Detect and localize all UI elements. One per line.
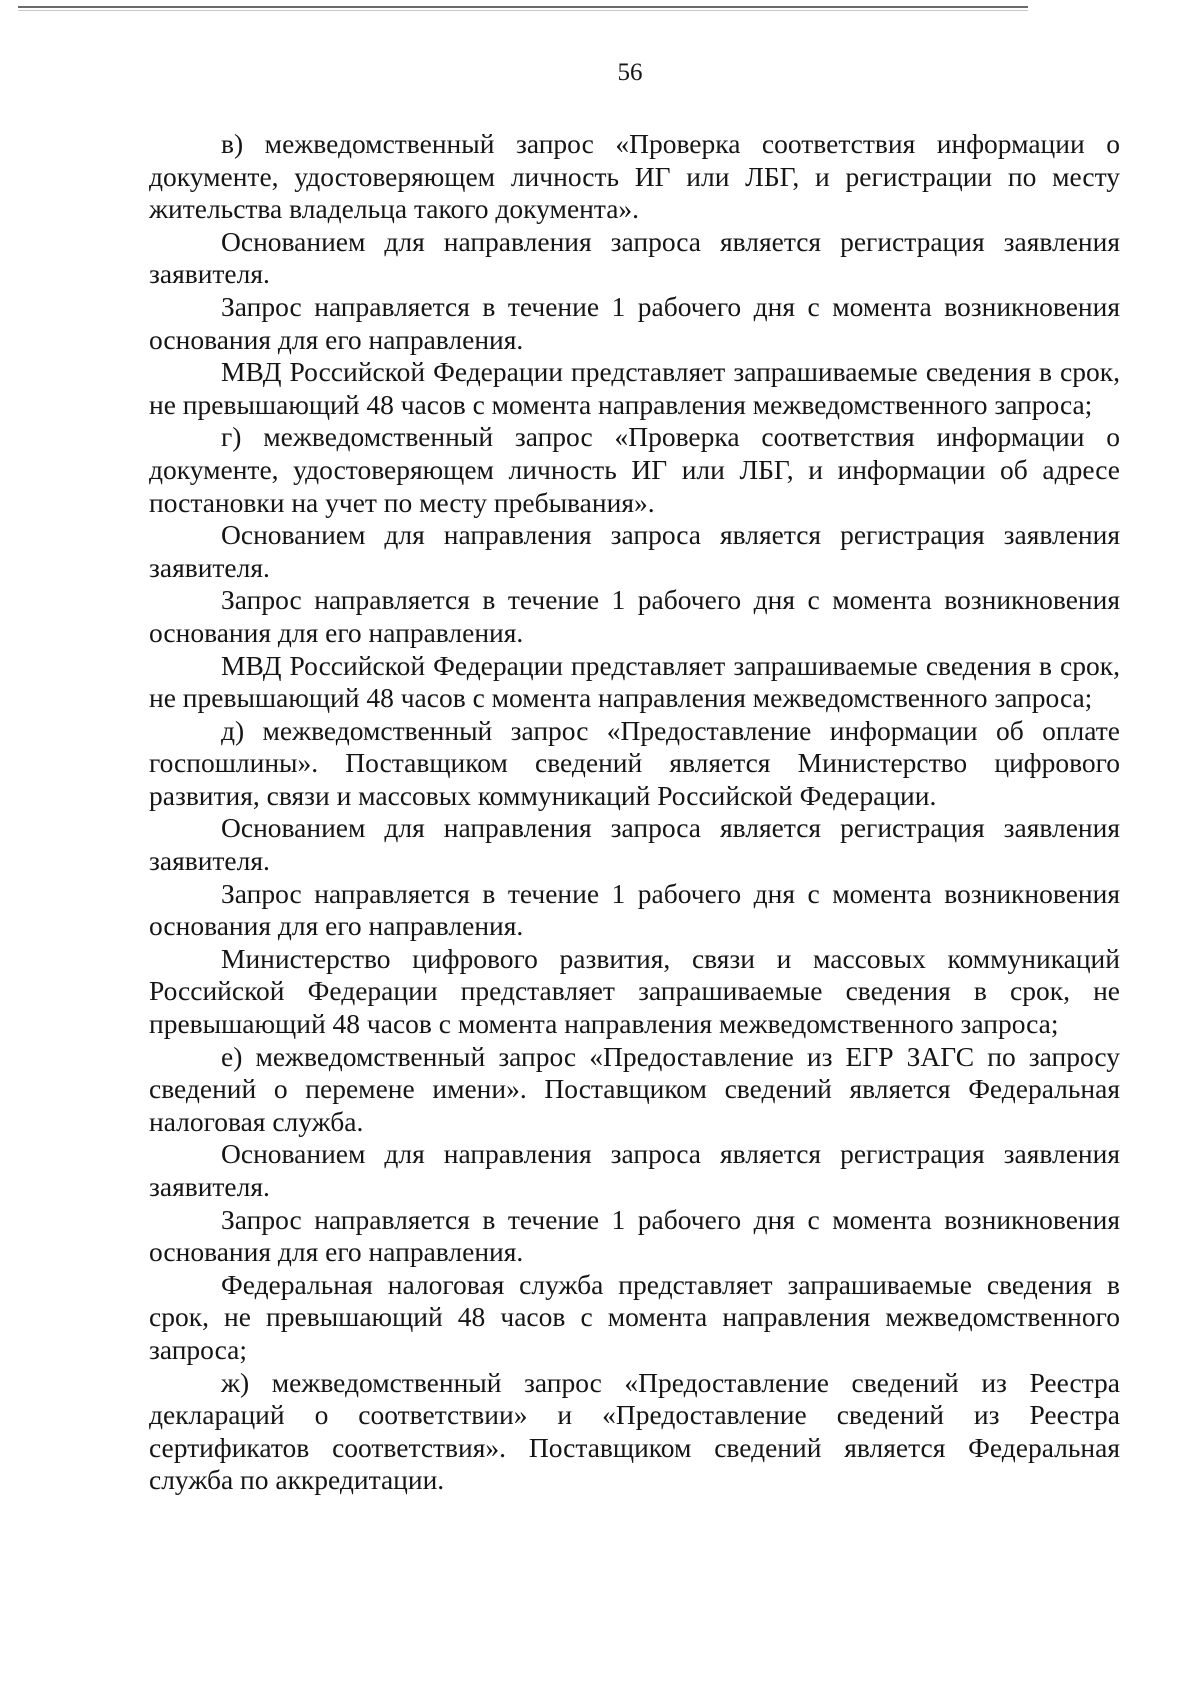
- paragraph-basis: Основанием для направления запроса является регистрация заявления заявителя.: [149, 812, 1120, 877]
- paragraph-basis: Основанием для направления запроса является регистрация заявления заявителя.: [149, 225, 1120, 290]
- paragraph-response-term: МВД Российской Федерации представляет запрашиваемые сведения в срок, не превышающий 48 часов с момента направления межведомственного запроса;: [149, 356, 1120, 420]
- paragraph-response-term: Федеральная налоговая служба представляет запрашиваемые сведения в срок, не превышающий 48 часов с момента направления межведомственного запроса;: [149, 1268, 1120, 1365]
- paragraph-item-v: в) межведомственный запрос «Проверка соответствия информации о документе, удостоверяющем личность ИГ или ЛБГ, и регистрации по месту жительства владельца такого документа».: [149, 128, 1120, 225]
- paragraph-response-term: Министерство цифрового развития, связи и массовых коммуникаций Российской Федерации представляет запрашиваемые сведения в срок, не превышающий 48 часов с момента направления межведомственного запроса;: [149, 942, 1120, 1040]
- paragraph-response-term: МВД Российской Федерации представляет запрашиваемые сведения в срок, не превышающий 48 часов с момента направления межведомственного запроса;: [149, 649, 1120, 714]
- paragraph-item-zh: ж) межведомственный запрос «Предоставление сведений из Реестра деклараций о соответствии» и «Предоставление сведений из Реестра сертификатов соответствия». Поставщиком сведений является Федеральная служба по аккредитации.: [149, 1366, 1120, 1496]
- paragraph-item-e: е) межведомственный запрос «Предоставление из ЕГР ЗАГС по запросу сведений о перемене имени». Поставщиком сведений является Федеральная налоговая служба.: [149, 1040, 1120, 1137]
- paragraph-basis: Основанием для направления запроса является регистрация заявления заявителя.: [149, 1138, 1120, 1202]
- paragraph-deadline: Запрос направляется в течение 1 рабочего дня с момента возникновения основания для его направления.: [149, 1203, 1120, 1268]
- paragraph-deadline: Запрос направляется в течение 1 рабочего дня с момента возникновения основания для его направления.: [149, 290, 1120, 355]
- page-number: 56: [617, 59, 643, 86]
- paragraph-basis: Основанием для направления запроса является регистрация заявления заявителя.: [149, 519, 1120, 583]
- paragraph-item-d: д) межведомственный запрос «Предоставление информации об оплате госпошлины». Поставщиком сведений является Министерство цифрового развития, связи и массовых коммуникаций Российской Федерации.: [149, 714, 1120, 811]
- document-body: [149, 128, 1120, 1497]
- scan-edge-line-faint: [18, 10, 1028, 11]
- paragraph-deadline: Запрос направляется в течение 1 рабочего дня с момента возникновения основания для его направления.: [149, 584, 1120, 648]
- paragraph-deadline: Запрос направляется в течение 1 рабочего дня с момента возникновения основания для его направления.: [149, 877, 1120, 942]
- scan-edge-line: [18, 6, 1028, 8]
- paragraph-item-g: г) межведомственный запрос «Проверка соответствия информации о документе, удостоверяющем личность ИГ или ЛБГ, и информации об адресе постановки на учет по месту пребывания».: [149, 421, 1120, 518]
